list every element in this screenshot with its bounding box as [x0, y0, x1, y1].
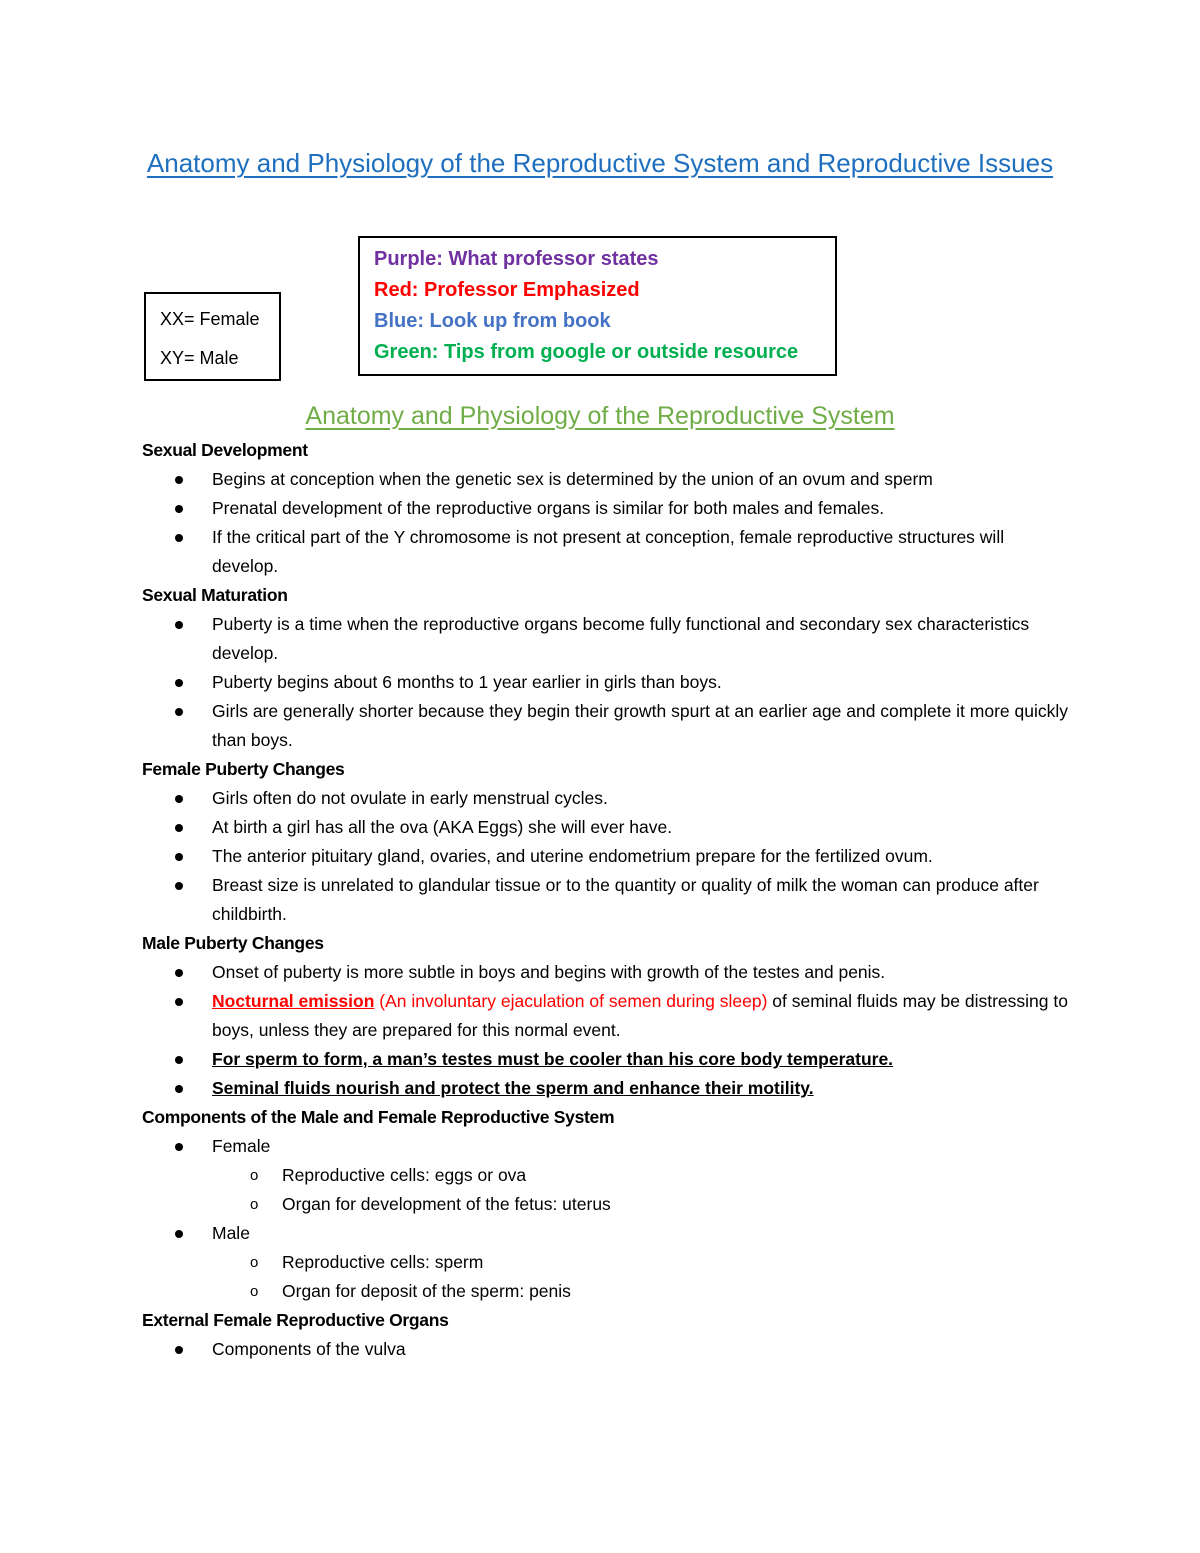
male-puberty-list [142, 958, 1072, 1103]
legend-green: Green: Tips from google or outside resource [374, 341, 799, 363]
female-puberty-list [142, 784, 1072, 929]
chromosome-box [144, 292, 281, 381]
heading-sexual-maturation: Sexual Maturation [142, 585, 288, 605]
list-item [142, 987, 1072, 1045]
list-item: Puberty begins about 6 months to 1 year earlier in girls than boys. [142, 668, 1072, 697]
list-item: Onset of puberty is more subtle in boys and begins with growth of the testes and penis. [142, 958, 1072, 987]
document-title: Anatomy and Physiology of the Reproductive System and Reproductive Issues [146, 148, 1054, 178]
list-item: The anterior pituitary gland, ovaries, and uterine endometrium prepare for the fertilized ovum. [142, 842, 1072, 871]
male-chromosome-label: XY= Male [160, 348, 239, 368]
heading-external-female: External Female Reproductive Organs [142, 1310, 449, 1330]
emphasized-term: Nocturnal emission [212, 991, 375, 1011]
sub-list-item: o Reproductive cells: sperm [142, 1248, 1072, 1277]
heading-sexual-development: Sexual Development [142, 440, 308, 460]
sexual-maturation-list [142, 610, 1072, 755]
list-item: Male [142, 1219, 1072, 1248]
sub-list-item: o Organ for deposit of the sperm: penis [142, 1277, 1072, 1306]
heading-female-puberty: Female Puberty Changes [142, 759, 345, 779]
components-list [142, 1132, 1072, 1306]
legend-purple: Purple: What professor states [374, 248, 659, 270]
list-item: Girls are generally shorter because they begin their growth spurt at an earlier age and complete it more quickly than boys. [142, 697, 1072, 755]
list-item-text: of seminal fluids may be distressing to boys, unless they are prepared for this normal event. [212, 991, 1068, 1040]
color-legend-box [358, 236, 837, 376]
external-female-list [142, 1335, 1072, 1364]
list-item: For sperm to form, a man’s testes must be cooler than his core body temperature. [142, 1045, 1072, 1074]
heading-components: Components of the Male and Female Reproductive System [142, 1107, 615, 1127]
list-item: Puberty is a time when the reproductive organs become fully functional and secondary sex characteristics develop. [142, 610, 1072, 668]
list-item: Female [142, 1132, 1072, 1161]
heading-male-puberty: Male Puberty Changes [142, 933, 324, 953]
list-item: At birth a girl has all the ova (AKA Eggs) she will ever have. [142, 813, 1072, 842]
female-chromosome-label: XX= Female [160, 309, 260, 329]
legend-red: Red: Professor Emphasized [374, 279, 640, 301]
sub-list-item: o Reproductive cells: eggs or ova [142, 1161, 1072, 1190]
sub-list-item: o Organ for development of the fetus: uterus [142, 1190, 1072, 1219]
section-title: Anatomy and Physiology of the Reproductive System [305, 402, 895, 430]
list-item: Breast size is unrelated to glandular tissue or to the quantity or quality of milk the woman can produce after childbirth. [142, 871, 1072, 929]
list-item: If the critical part of the Y chromosome is not present at conception, female reproductive structures will develop. [142, 523, 1072, 581]
legend-blue: Blue: Look up from book [374, 310, 611, 332]
list-item: Components of the vulva [142, 1335, 1072, 1364]
term-definition: (An involuntary ejaculation of semen during sleep) [374, 991, 768, 1011]
sexual-development-list [142, 465, 1072, 581]
notes-body [142, 436, 1072, 1364]
list-item: Prenatal development of the reproductive organs is similar for both males and females. [142, 494, 1072, 523]
list-item: Seminal fluids nourish and protect the sperm and enhance their motility. [142, 1074, 1072, 1103]
list-item: Begins at conception when the genetic sex is determined by the union of an ovum and sperm [142, 465, 1072, 494]
list-item: Girls often do not ovulate in early menstrual cycles. [142, 784, 1072, 813]
